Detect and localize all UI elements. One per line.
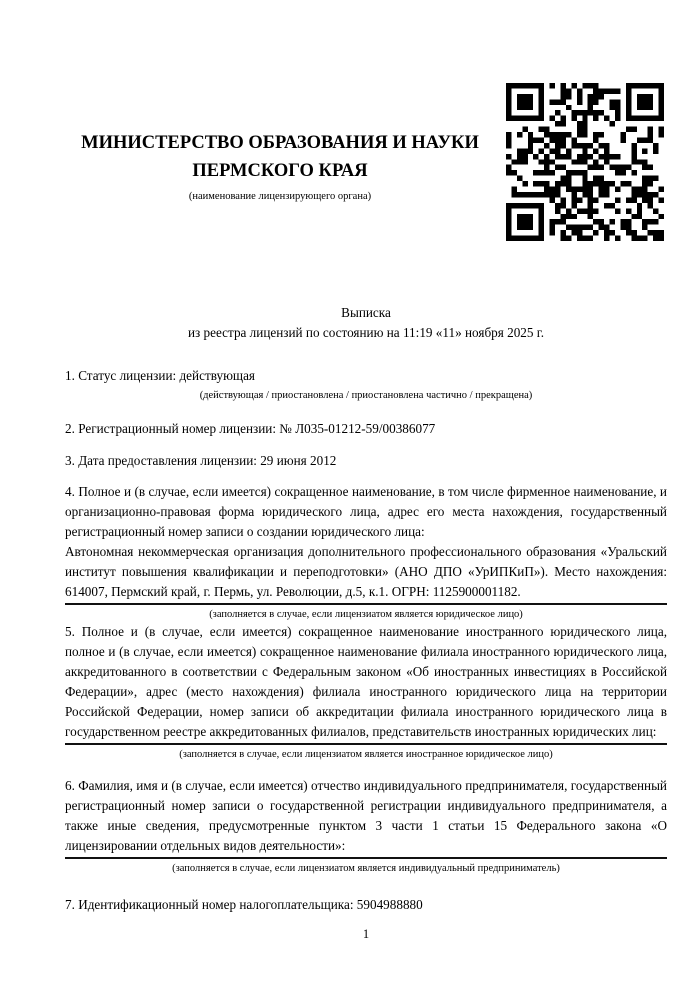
legal-entity-value: Автономная некоммерческая организация дополнительного профессионального образования «Уральский институт повышения квалификации и переподготовки» (АНО ДПО «УрИПКиП»). Место нахождения: 614007, Пермский край, г. Пермь, ул. Революции, д.5, к.1. ОГРН: 1125900001182. (65, 544, 667, 599)
legal-entity-caption: (заполняется в случае, если лицензиатом является юридическое лицо) (209, 609, 523, 620)
individual-entrepreneur-text: 6. Фамилия, имя и (в случае, если имеется) отчество индивидуального предпринимателя, государственный регистрационный номер записи о государственной регистрации индивидуального предпринимателя, а также иные сведения, предусмотренные пунктом 3 части 1 статьи 15 Федерального закона «О лицензировании отдельных видов деятельности»: (65, 778, 667, 853)
fill-line (65, 857, 667, 859)
registration-number-text: 2. Регистрационный номер лицензии: № Л035-01212-59/00386077 (65, 421, 436, 436)
qr-pattern (506, 83, 664, 241)
document-title-line1: Выписка (341, 305, 391, 320)
license-status-caption: (действующая / приостановлена / приостановлена частично / прекращена) (199, 390, 533, 401)
ministry-name-line2: ПЕРМСКОГО КРАЯ (192, 161, 368, 181)
individual-entrepreneur-caption: (заполняется в случае, если лицензиатом является индивидуальный предприниматель) (172, 863, 560, 874)
fill-line (65, 603, 667, 605)
document-title-line2: из реестра лицензий по состоянию на 11:19 «11» ноября 2025 г. (187, 325, 545, 340)
page-number: 1 (362, 927, 370, 941)
ministry-caption: (наименование лицензирующего органа) (188, 191, 372, 202)
item-license-status (65, 366, 667, 402)
foreign-entity-caption: (заполняется в случае, если лицензиатом является иностранное юридическое лицо) (179, 749, 553, 760)
legal-entity-text: 4. Полное и (в случае, если имеется) сокращенное наименование, в том числе фирменное наименование, и организационно-правовая форма юридического лица, адрес его места нахождения, государственный регистрационный номер записи о создании юридического лица: (65, 484, 667, 539)
taxpayer-id-text: 7. Идентификационный номер налогоплательщика: 5904988880 (65, 897, 423, 912)
item-taxpayer-id (65, 895, 667, 915)
foreign-entity-text: 5. Полное и (в случае, если имеется) сокращенное наименование иностранного юридического лица, полное и (в случае, если имеется) сокращенное наименование филиала иностранного юридического лица, аккредитованного в соответствии с Федеральным законом «Об иностранных инвестициях в Российской Федерации», адрес (место нахождения) филиала иностранного юридического лица на территории Российской Федерации, номер записи об аккредитации филиала иностранного юридического лица в государственном реестре аккредитованных филиалов, представительств иностранных юридических лиц: (65, 624, 667, 739)
qr-code (506, 83, 664, 241)
document-title (65, 303, 667, 343)
item-registration-number (65, 419, 667, 439)
item-grant-date (65, 451, 667, 471)
item-legal-entity (65, 482, 667, 621)
item-individual-entrepreneur (65, 776, 667, 875)
grant-date-text: 3. Дата предоставления лицензии: 29 июня 2012 (65, 453, 337, 468)
ministry-header (65, 129, 495, 203)
license-status-text: 1. Статус лицензии: действующая (65, 368, 256, 383)
item-foreign-entity (65, 622, 667, 761)
fill-line (65, 743, 667, 745)
ministry-name-line1: МИНИСТЕРСТВО ОБРАЗОВАНИЯ И НАУКИ (81, 133, 479, 153)
